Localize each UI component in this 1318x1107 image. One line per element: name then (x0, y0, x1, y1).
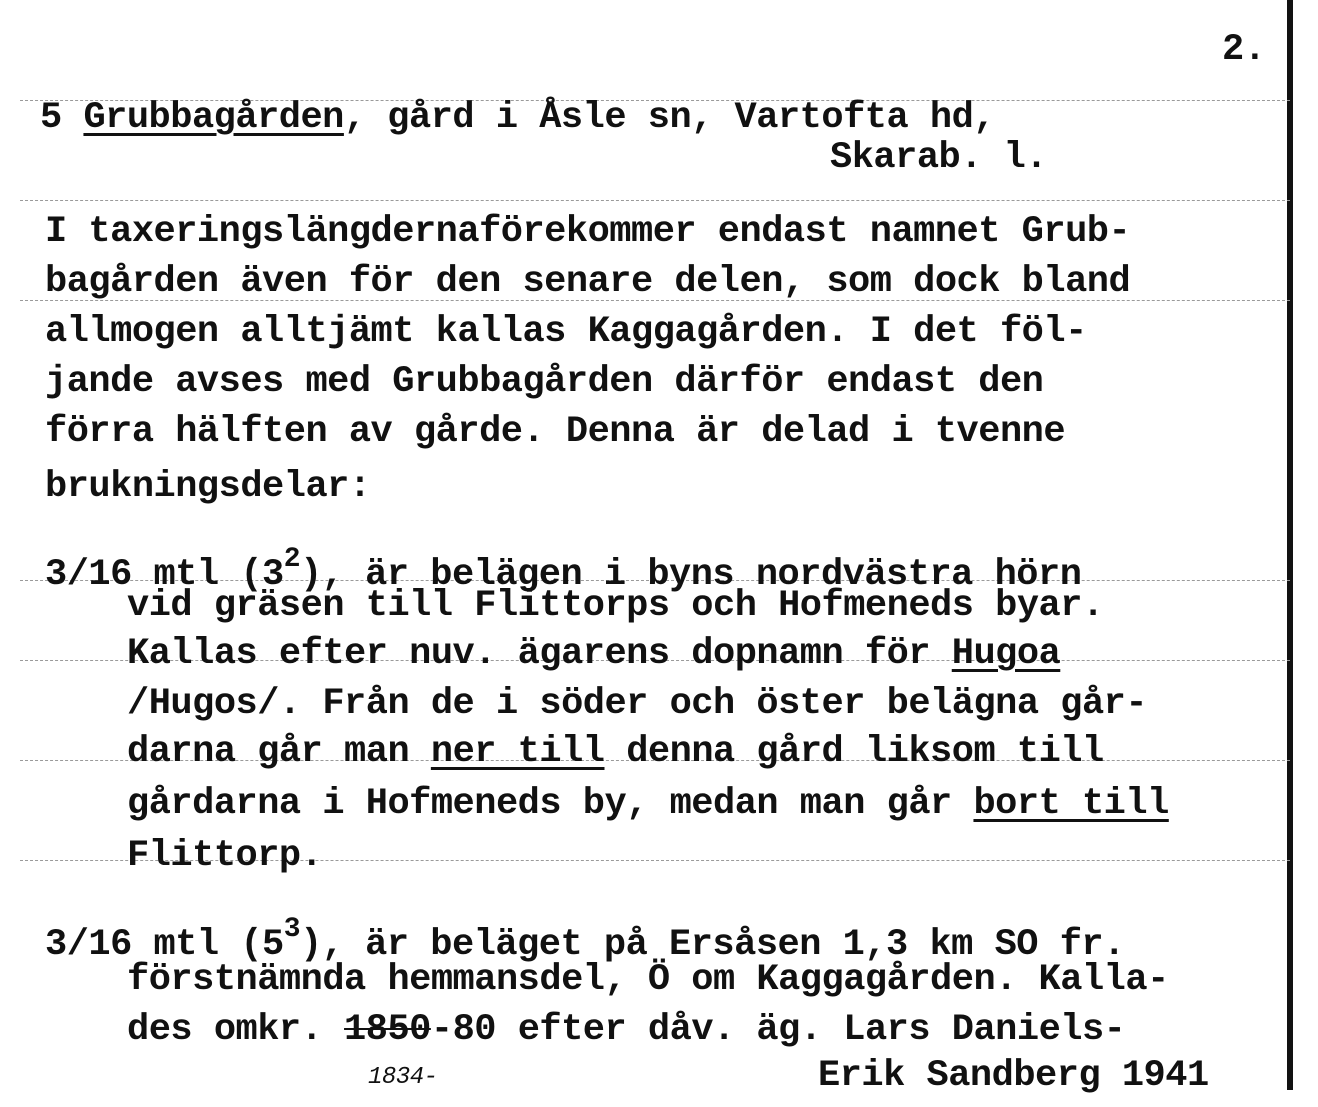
card-edge (1287, 0, 1293, 1090)
part1-text: gårdarna i Hofmeneds by, medan man går (127, 783, 974, 825)
entry-number: 5 (40, 97, 62, 139)
part1-line: Flittorp. (127, 835, 323, 877)
part2-description: ), är beläget på Ersåsen 1,3 km SO fr. (300, 924, 1125, 966)
part1-line (127, 784, 1169, 824)
intro-line: I taxeringslängdernaförekommer endast namnet Grub- (45, 211, 1131, 253)
part2-text: -80 efter dåv. äg. Lars Daniels- (430, 1009, 1126, 1051)
part1-underlined-name: Hugoa (951, 633, 1061, 675)
part1-line (127, 634, 1060, 674)
part2-text: des omkr. (127, 1009, 345, 1051)
part1-text: Kallas efter nuv. ägarens dopnamn för (127, 633, 952, 675)
part1-text: denna gård liksom till (604, 731, 1104, 773)
part2-first-line (45, 910, 1125, 965)
part2-share: 3/16 mtl (5 (45, 924, 284, 966)
part1-superscript: 2 (283, 544, 301, 575)
part2-superscript: 3 (283, 914, 301, 945)
intro-line: bagården även för den senare delen, som dock bland (45, 261, 1131, 303)
entry-heading-line2: Skarab. l. (830, 137, 1048, 179)
entry-location: , gård i Åsle sn, Vartofta hd, (343, 97, 995, 139)
part1-underlined-phrase: bort till (973, 783, 1169, 825)
intro-line: jande avses med Grubbagården därför endast den (45, 361, 1044, 403)
handwritten-correction: 1834- (368, 1064, 438, 1091)
part1-text: darna går man (127, 731, 431, 773)
intro-line: brukningsdelar: (45, 466, 371, 508)
entry-heading (40, 98, 995, 138)
part1-line (127, 732, 1104, 772)
ruled-line (20, 200, 1290, 201)
author-signature: Erik Sandberg 1941 (818, 1055, 1209, 1097)
part1-underlined-phrase: ner till (430, 731, 605, 773)
part1-description: ), är belägen i byns nordvästra hörn (300, 554, 1082, 596)
part2-line (127, 1010, 1125, 1050)
part2-line: förstnämnda hemmansdel, Ö om Kaggagården. Kalla- (127, 959, 1169, 1001)
struck-year: 1850 (344, 1009, 431, 1051)
page-number: 2. (1222, 29, 1266, 71)
intro-line: förra hälften av gårde. Denna är delad i tvenne (45, 411, 1066, 453)
part1-line: /Hugos/. Från de i söder och öster belägna går- (127, 683, 1148, 725)
part1-line: vid gräsen till Flittorps och Hofmeneds byar. (127, 585, 1104, 627)
part1-share: 3/16 mtl (3 (45, 554, 284, 596)
intro-line: allmogen alltjämt kallas Kaggagården. I det föl- (45, 311, 1087, 353)
entry-name: Grubbagården (83, 97, 344, 139)
